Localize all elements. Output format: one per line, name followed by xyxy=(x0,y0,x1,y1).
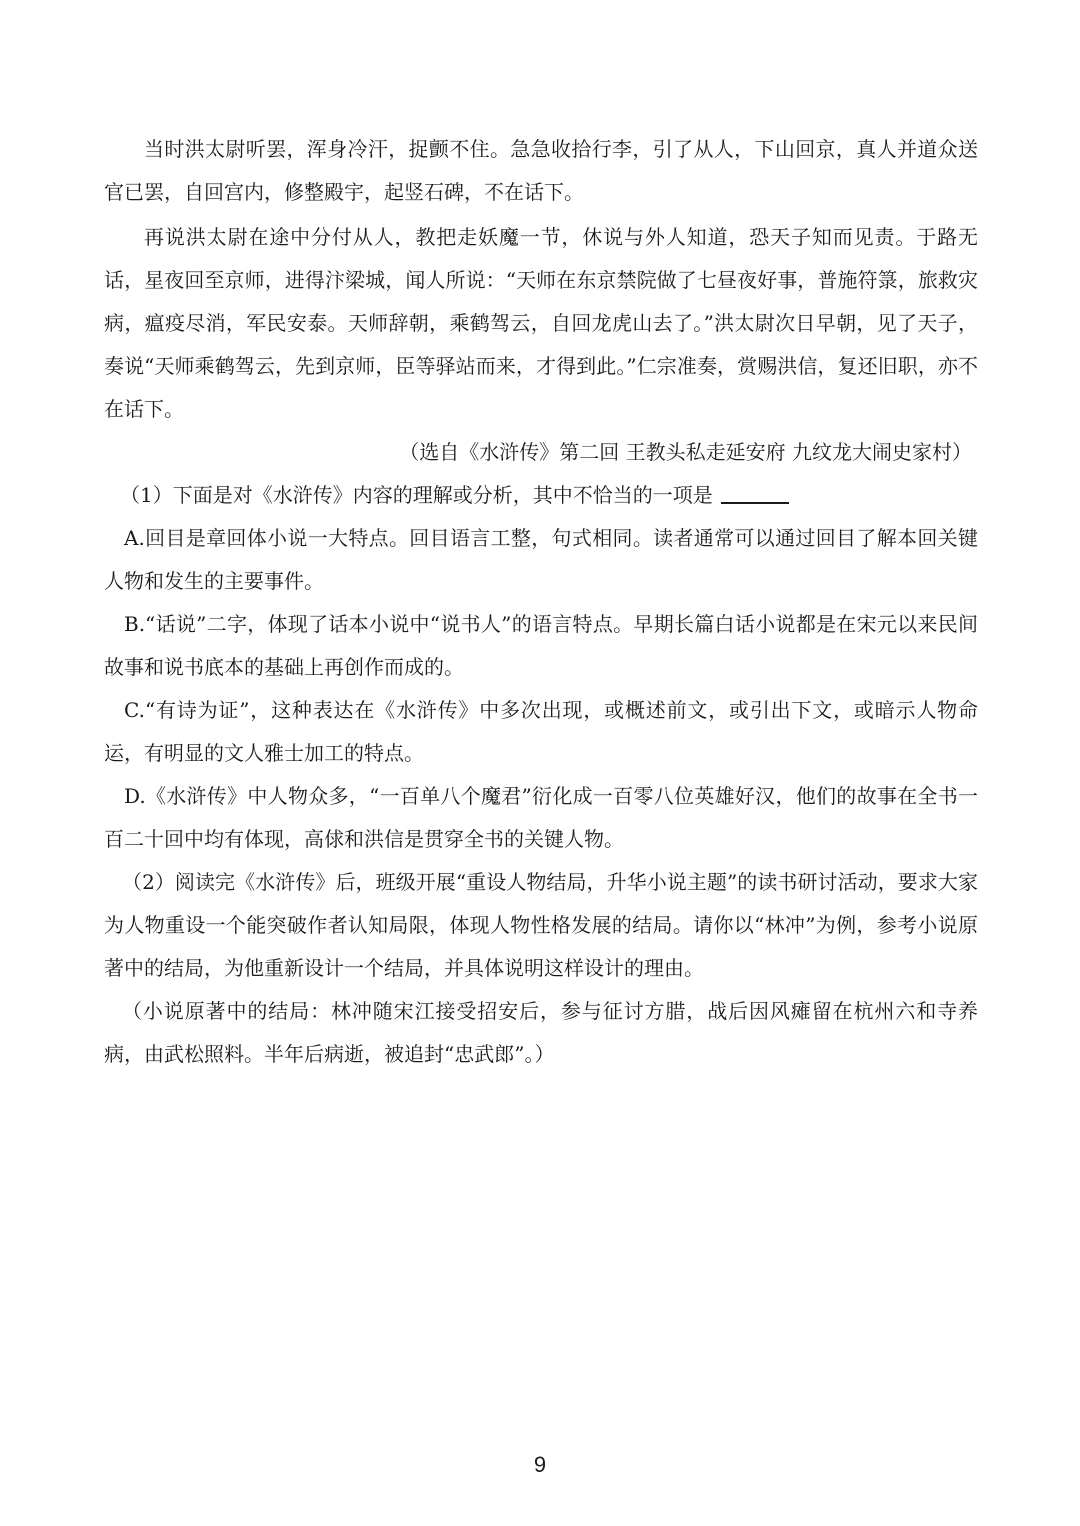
question-1-stem xyxy=(104,474,978,517)
question-1-stem-text: （1）下面是对《水浒传》内容的理解或分析，其中不恰当的一项是 xyxy=(120,483,713,507)
page-number: 9 xyxy=(533,1452,547,1477)
question-1-option-b: B.“话说”二字，体现了话本小说中“说书人”的语言特点。早期长篇白话小说都是在宋元以来民间故事和说书底本的基础上再创作而成的。 xyxy=(104,612,978,679)
passage-paragraph-1: 当时洪太尉听罢，浑身冷汗，捉颤不住。急急收拾行李，引了从人，下山回京，真人并道众送官已罢，自回宫内，修整殿宇，起竖石碑，不在话下。 xyxy=(104,137,978,204)
passage-paragraph-2: 再说洪太尉在途中分付从人，教把走妖魔一节，休说与外人知道，恐天子知而见责。于路无话，星夜回至京师，进得汴梁城，闻人所说：“天师在东京禁院做了七昼夜好事，普施符箓，旅救灾病，瘟疫尽消，军民安泰。天师辞朝，乘鹤驾云，自回龙虎山去了。”洪太尉次日早朝，见了天子，奏说“天师乘鹤驾云，先到京师，臣等驿站而来，才得到此。”仁宗准奏，赏赐洪信，复还旧职，亦不在话下。 xyxy=(104,225,978,421)
passage-source: （选自《水浒传》第二回 王教头私走延安府 九纹龙大闹史家村） xyxy=(399,440,972,464)
question-1-option-a: A.回目是章回体小说一大特点。回目语言工整，句式相同。读者通常可以通过回目了解本回关键人物和发生的主要事件。 xyxy=(104,526,978,593)
question-1-option-c: C.“有诗为证”，这种表达在《水浒传》中多次出现，或概述前文，或引出下文，或暗示人物命运，有明显的文人雅士加工的特点。 xyxy=(104,698,978,765)
question-2-note: （小说原著中的结局：林冲随宋江接受招安后，参与征讨方腊，战后因风瘫留在杭州六和寺养病，由武松照料。半年后病逝，被追封“忠武郎”。） xyxy=(104,999,978,1066)
question-2-stem: （2）阅读完《水浒传》后，班级开展“重设人物结局，升华小说主题”的读书研讨活动，要求大家为人物重设一个能突破作者认知局限，体现人物性格发展的结局。请你以“林冲”为例，参考小说原著中的结局，为他重新设计一个结局，并具体说明这样设计的理由。 xyxy=(104,870,978,980)
question-1-option-d: D.《水浒传》中人物众多，“一百单八个魔君”衍化成一百零八位英雄好汉，他们的故事在全书一百二十回中均有体现，高俅和洪信是贯穿全书的关键人物。 xyxy=(104,784,978,851)
answer-blank xyxy=(721,480,789,504)
document-body xyxy=(104,128,978,1076)
